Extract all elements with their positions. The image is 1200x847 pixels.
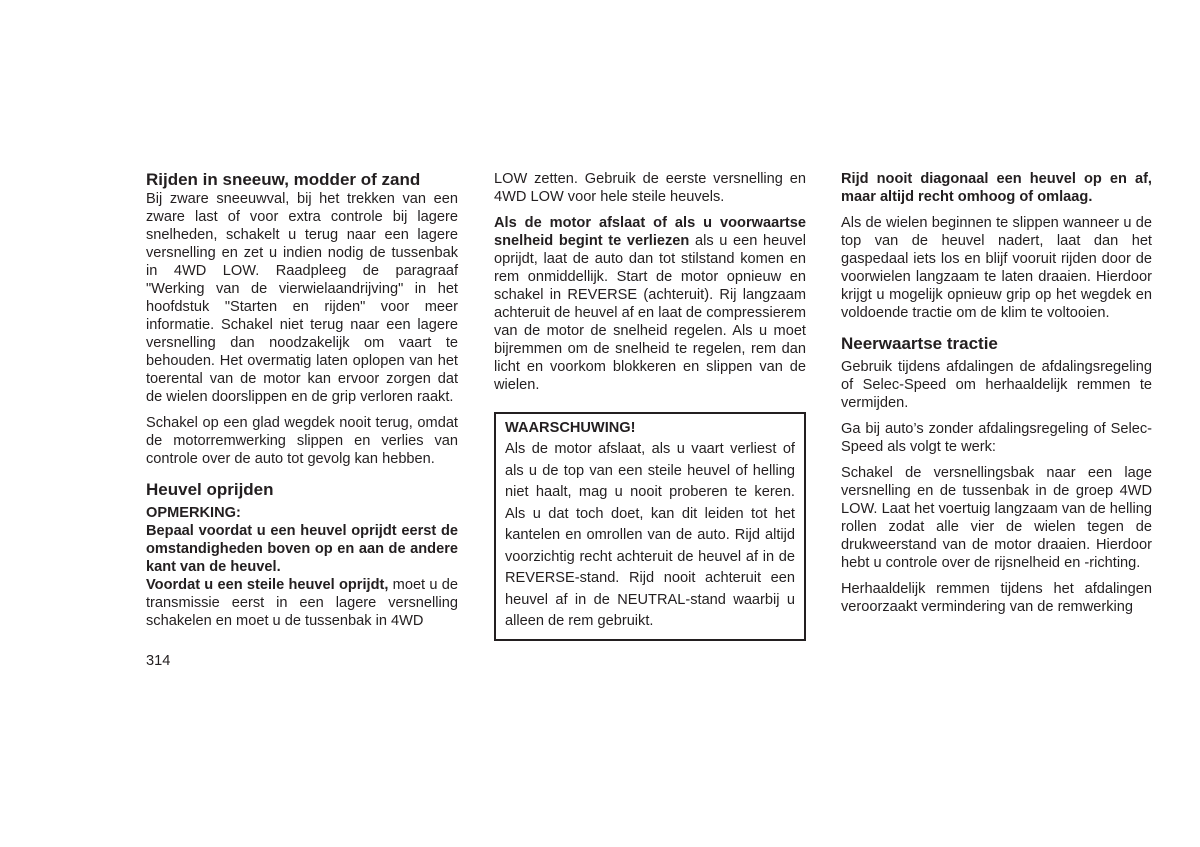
column-left <box>146 170 458 638</box>
paragraph-wheel-slip: Als de wielen beginnen te slippen wanneer u de top van de heuvel nadert, laat dan het gaspedaal iets los en blijf vooruit rijden door de voorwielen langzaam te laten draaien. Hierdoor krijgt u mogelijk opnieuw grip op het wegdek en voldoende tractie om de klim te voltooien. <box>841 215 1152 321</box>
paragraph-shift-low: Schakel de versnellingsbak naar een lage versnelling en de tussenbak in de groep 4WD LOW. Laat het voertuig langzaam van de helling rollen zodat alle vier de wielen tegen de drukweerstand van de motor draaien. Hierdoor hebt u controle over de rijsnelheid en -richting. <box>841 465 1152 571</box>
warning-title: WAARSCHUWING! <box>505 420 636 436</box>
section-heading-hill-climb: Heuvel oprijden <box>146 480 274 499</box>
paragraph-descent-control: Gebruik tijdens afdalingen de afdalingsregeling of Selec-Speed om herhaaldelijk remmen te vermijden. <box>841 359 1152 411</box>
warning-box <box>494 412 806 641</box>
steep-hill-lead: Voordat u een steile heuvel oprijdt, <box>146 577 389 593</box>
section-heading-descent: Neerwaartse tractie <box>841 334 998 353</box>
engine-stall-rest: als u een heuvel oprijdt, laat de auto dan tot stilstand komen en rem onmiddellijk. Start de motor opnieuw en schakel in REVERSE (achteruit). Rij langzaam achteruit de heuvel af en laat de compressierem van de motor de snelheid regelen. Als u moet bijremmen om de snelheid te regelen, rem dan licht en voorkom blokkeren en slippen van de wielen. <box>494 233 806 393</box>
paragraph-without-control: Ga bij auto’s zonder afdalingsregeling of Selec-Speed als volgt te werk: <box>841 421 1152 455</box>
paragraph-repeated-braking: Herhaaldelijk remmen tijdens het afdalingen veroorzaakt vermindering van de remwerking <box>841 581 1152 615</box>
paragraph-engine-stall <box>494 214 806 394</box>
paragraph-low-gear: LOW zetten. Gebruik de eerste versnelling en 4WD LOW voor hele steile heuvels. <box>494 171 806 205</box>
section-heading-snow: Rijden in sneeuw, modder of zand <box>146 170 421 189</box>
engine-stall-lead: Als de motor afslaat of als u voorwaartse snelheid begint te verliezen <box>494 215 806 249</box>
note-label: OPMERKING: <box>146 505 241 521</box>
page-number: 314 <box>146 653 171 669</box>
warning-text: Als de motor afslaat, als u vaart verliest of als u de top van een steile heuvel of helling niet haalt, mag u nooit proberen te keren. Als u dat toch doet, kan dit leiden tot het kantelen en omrollen van de auto. Rijd altijd voorzichtig recht achteruit de heuvel af in de REVERSE-stand. Rijd nooit achteruit een heuvel af in de NEUTRAL-stand waarbij u alleen de rem gebruikt. <box>505 441 795 629</box>
note-text: Bepaal voordat u een heuvel oprijdt eerst de omstandigheden boven op en aan de andere kant van de heuvel. <box>146 523 458 575</box>
paragraph-slippery-road: Schakel op een glad wegdek nooit terug, omdat de motorremwerking slippen en verlies van controle over de auto tot gevolg kan hebben. <box>146 415 458 467</box>
paragraph-snow-driving: Bij zware sneeuwval, bij het trekken van een zware last of voor extra controle bij lagere snelheden, schakelt u terug naar een lagere versnelling en zet u indien nodig de tussenbak in 4WD LOW. Raadpleeg de paragraaf "Werking van de vierwielaandrijving" in het hoofdstuk "Starten en rijden" voor meer informatie. Schakel niet terug naar een lagere versnelling dan noodzakelijk om vaart te behouden. Het overmatig laten oplopen van het toerental van de motor kan ervoor zorgen dat de wielen doorslippen en de grip verloren raakt. <box>146 191 458 405</box>
paragraph-steep-hill <box>146 576 458 630</box>
column-right <box>841 170 1152 624</box>
column-middle <box>494 170 806 641</box>
paragraph-no-diagonal: Rijd nooit diagonaal een heuvel op en af, maar altijd recht omhoog of omlaag. <box>841 171 1152 205</box>
steep-hill-rest: moet u de transmissie eerst in een lagere versnelling schakelen en moet u de tussenbak in 4WD <box>146 577 458 629</box>
